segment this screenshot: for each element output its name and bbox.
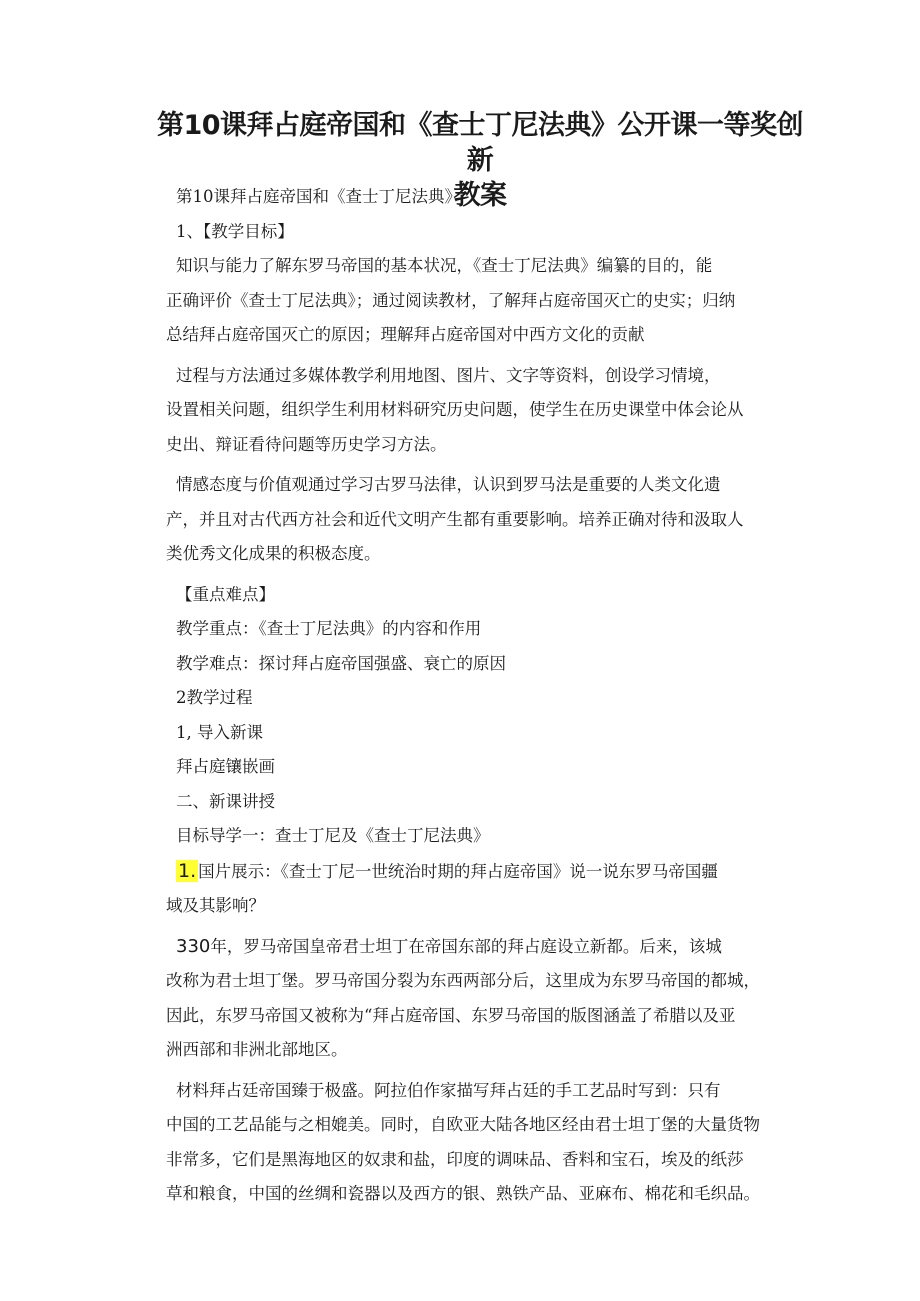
para-330-line-4: 洲西部和非洲北部地区。 [166, 1040, 348, 1059]
para-330-text-1: 年，罗马帝国皇帝君士坦丁在帝国东部的拜占庭设立新都。后来，该城 [210, 936, 722, 956]
para-330-year: 330 [176, 935, 211, 957]
material-line-1: 材料拜占廷帝国臻于极盛。阿拉伯作家描写拜占廷的手工艺品时写到：只有 [176, 1080, 721, 1100]
step-new-lesson: 二、新课讲授 [176, 791, 275, 811]
goal-emotion-line-2: 产，并且对古代西方社会和近代文明产生都有重要影响。培养正确对待和汲取人 [166, 509, 744, 529]
para-330-line-3: 因此，东罗马帝国又被称为“拜占庭帝国、东罗马帝国的版图涵盖了希腊以及亚 [166, 1005, 736, 1025]
goal-emotion-line-3: 类优秀文化成果的积极态度。 [166, 544, 381, 563]
target-guide-one: 目标导学一：查士丁尼及《查士丁尼法典》 [176, 826, 490, 845]
title-line-2: 教案 [453, 180, 507, 211]
item-1-line-1 [176, 854, 796, 890]
title-line-1: 第10课拜占庭帝国和《查士丁尼法典》公开课一等奖创新 [156, 110, 804, 176]
key-point: 教学重点：《查士丁尼法典》的内容和作用 [176, 619, 482, 638]
section-teaching-process-heading: 2教学过程 [176, 688, 253, 707]
difficult-point: 教学难点：探讨拜占庭帝国强盛、衰亡的原因 [176, 653, 506, 673]
lesson-subtitle: 第10课拜占庭帝国和《查士丁尼法典》 [176, 187, 461, 206]
item-1-number-highlight: 1. [178, 859, 197, 882]
goal-process-line-2: 设置相关问题，组织学生利用材料研究历史问题，使学生在历史课堂中体会论从 [166, 400, 744, 419]
material-line-3: 非常多，它们是黑海地区的奴隶和盐，印度的调味品、香料和宝石，埃及的纸莎 [166, 1149, 744, 1169]
mosaic-text: 拜占庭镶嵌画 [176, 757, 275, 776]
material-line-4: 草和粮食，中国的丝绸和瓷器以及西方的银、熟铁产品、亚麻布、棉花和毛织品。 [166, 1184, 760, 1203]
document-body [166, 180, 796, 1212]
section-teaching-goals-heading: 1、【教学目标】 [176, 221, 294, 241]
para-330-line-1 [176, 930, 796, 965]
goal-knowledge-line-2: 正确评价《查士丁尼法典》；通过阅读教材，了解拜占庭帝国灭亡的史实；归纳 [166, 290, 736, 310]
goal-process-line-3: 史出、辩证看待问题等历史学习方法。 [166, 434, 447, 454]
goal-knowledge-line-1: 知识与能力了解东罗马帝国的基本状况，《查士丁尼法典》编纂的目的，能 [176, 256, 713, 275]
goal-emotion-line-1: 情感态度与价值观通过学习古罗马法律，认识到罗马法是重要的人类文化遗 [176, 475, 721, 494]
material-line-2: 中国的工艺品能与之相媲美。同时，自欧亚大陆各地区经由君士坦丁堡的大量货物 [166, 1115, 760, 1134]
goal-process-line-1: 过程与方法通过多媒体教学利用地图、图片、文字等资料，创设学习情境， [176, 365, 721, 385]
step-introduction: 1, 导入新课 [176, 722, 263, 742]
goal-knowledge-line-3: 总结拜占庭帝国灭亡的原因；理解拜占庭帝国对中西方文化的贡献 [166, 325, 645, 344]
item-1-text-1: 国片展示：《查士丁尼一世统治时期的拜占庭帝国》说一说东罗马帝国疆 [198, 861, 718, 881]
item-1-line-2: 域及其影响？ [166, 896, 265, 915]
para-330-line-2: 改称为君士坦丁堡。罗马帝国分裂为东西两部分后，这里成为东罗马帝国的都城， [166, 971, 760, 990]
key-difficult-heading: 【重点难点】 [176, 584, 275, 604]
